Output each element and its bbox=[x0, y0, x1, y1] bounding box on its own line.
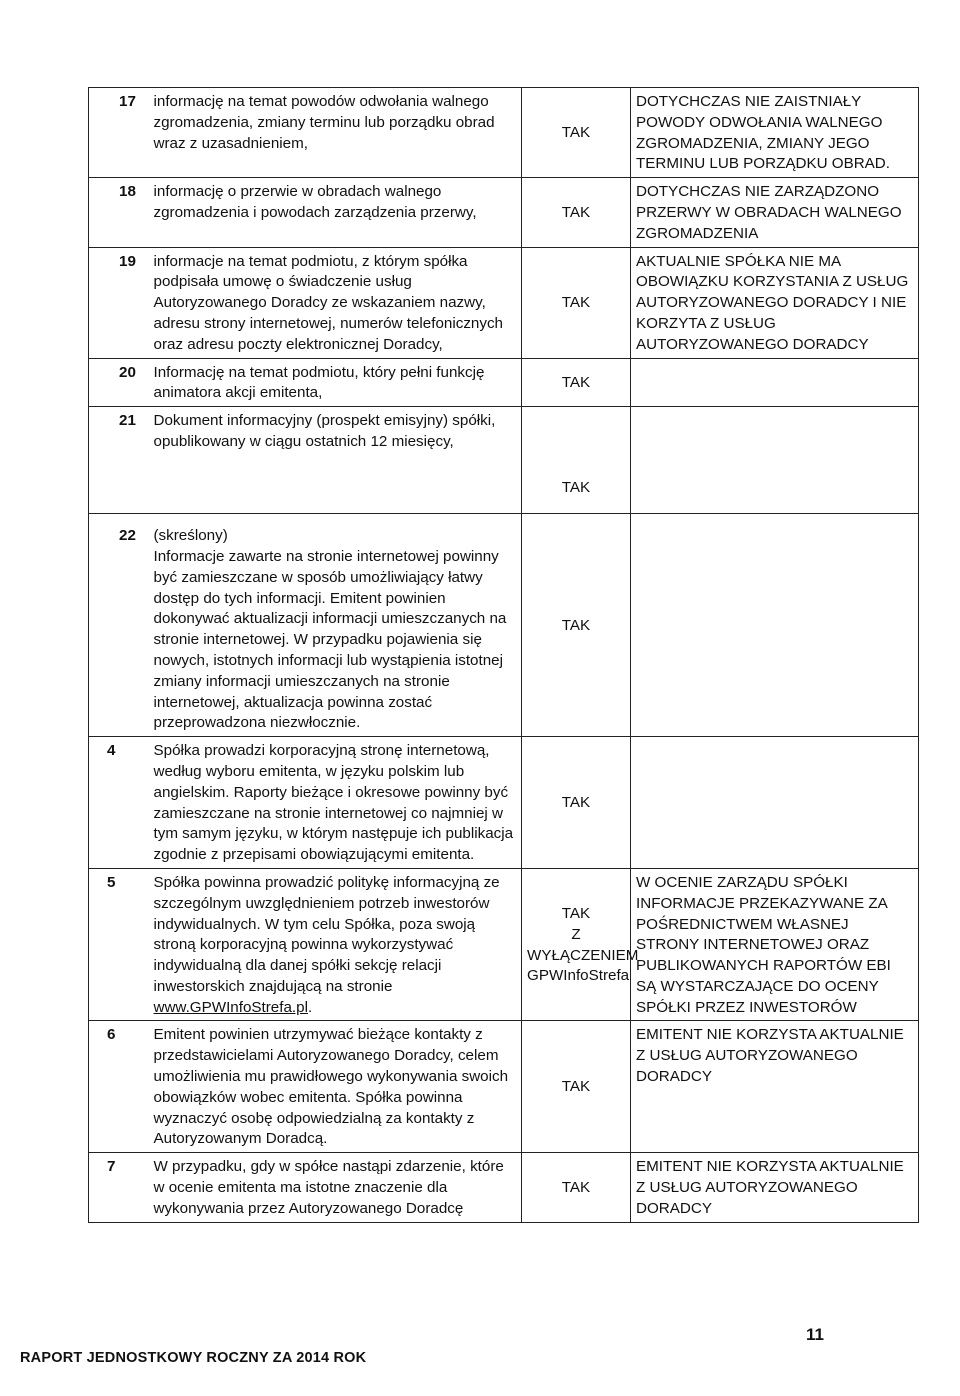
row-number: 6 bbox=[89, 1021, 149, 1153]
page-number: 11 bbox=[806, 1325, 824, 1344]
row-comment: EMITENT NIE KORZYSTA AKTUALNIE Z USŁUG AUTORYZOWANEGO DORADCY bbox=[631, 1021, 919, 1153]
row-text: Informacje zawarte na stronie internetowej powinny być zamieszczane w sposób umożliwiający łatwy dostęp do tych informacji. Emitent powinien dokonywać aktualizacji informacji umieszczanych na stronie internetowej. W przypadku pojawienia się nowych, istotnych informacji lub wystąpienia istotnej zmiany informacji umieszczanych na stronie internetowej, aktualizacja powinna zostać przeprowadzona niezwłocznie. bbox=[153, 547, 507, 732]
table-row bbox=[89, 407, 919, 514]
row-label: (skreślony) bbox=[153, 527, 228, 545]
status-line: TAK bbox=[561, 905, 591, 923]
row-description: Emitent powinien utrzymywać bieżące kontakty z przedstawicielami Autoryzowanego Doradcy, celem umożliwienia mu prawidłowego wykonywania swoich obowiązków wobec emitenta. Spółka powinna wyznaczyć osobę odpowiedzialną za kontakty z Autoryzowanym Doradcą. bbox=[149, 1021, 522, 1153]
row-description: informacje na temat podmiotu, z którym spółka podpisała umowę o świadczenie usług Autoryzowanego Doradcy ze wskazaniem nazwy, adresu strony internetowej, numerów telefonicznych oraz adresu poczty elektronicznej Doradcy, bbox=[149, 247, 522, 358]
row-comment bbox=[631, 514, 919, 737]
row-number: 19 bbox=[89, 247, 149, 358]
row-comment: DOTYCHCZAS NIE ZARZĄDZONO PRZERWY W OBRADACH WALNEGO ZGROMADZENIA bbox=[631, 178, 919, 247]
status-line: WYŁĄCZENIEM bbox=[527, 946, 639, 964]
gpwinfostrefa-link[interactable]: www.GPWInfoStrefa.pl bbox=[153, 998, 308, 1016]
row-status bbox=[522, 868, 639, 1021]
row-description bbox=[149, 514, 522, 737]
row-number: 20 bbox=[89, 358, 149, 407]
row-number: 17 bbox=[89, 88, 149, 178]
row-comment: AKTUALNIE SPÓŁKA NIE MA OBOWIĄZKU KORZYSTANIA Z USŁUG AUTORYZOWANEGO DORADCY I NIE KORZYTA Z USŁUG AUTORYZOWANEGO DORADCY bbox=[631, 247, 919, 358]
row-status: TAK bbox=[522, 358, 631, 407]
table-row bbox=[89, 358, 919, 407]
row-status: TAK bbox=[522, 1153, 631, 1222]
table-row bbox=[89, 1153, 919, 1222]
row-number: 18 bbox=[89, 178, 149, 247]
row-comment: EMITENT NIE KORZYSTA AKTUALNIE Z USŁUG AUTORYZOWANEGO DORADCY bbox=[631, 1153, 919, 1222]
row-number: 21 bbox=[89, 407, 149, 514]
table-row bbox=[89, 247, 919, 358]
row-comment: W OCENIE ZARZĄDU SPÓŁKI INFORMACJE PRZEKAZYWANE ZA POŚREDNICTWEM WŁASNEJ STRONY INTERNETOWEJ ORAZ PUBLIKOWANYCH RAPORTÓW EBI SĄ WYSTARCZAJĄCE DO OCENY SPÓŁKI PRZEZ INWESTORÓW bbox=[631, 868, 919, 1021]
report-title: RAPORT JEDNOSTKOWY ROCZNY ZA 2014 ROK bbox=[20, 1350, 367, 1366]
row-description: informację na temat powodów odwołania walnego zgromadzenia, zmiany terminu lub porządku obrad wraz z uzasadnieniem, bbox=[149, 88, 522, 178]
compliance-table bbox=[88, 87, 919, 1223]
row-status: TAK bbox=[522, 247, 631, 358]
row-status: TAK bbox=[522, 88, 631, 178]
row-description: Informację na temat podmiotu, który pełni funkcję animatora akcji emitenta, bbox=[149, 358, 522, 407]
status-line: GPWInfoStrefa bbox=[527, 967, 630, 985]
row-status: TAK bbox=[522, 514, 631, 737]
row-status: TAK bbox=[522, 178, 631, 247]
row-description: W przypadku, gdy w spółce nastąpi zdarzenie, które w ocenie emitenta ma istotne znaczenie dla wykonywania przez Autoryzowanego Doradcę bbox=[149, 1153, 522, 1222]
row-status: TAK bbox=[522, 407, 631, 514]
table-row bbox=[89, 514, 919, 737]
table-row bbox=[89, 868, 919, 1021]
row-description: Dokument informacyjny (prospekt emisyjny) spółki, opublikowany w ciągu ostatnich 12 miesięcy, bbox=[149, 407, 522, 514]
row-description: informację o przerwie w obradach walnego zgromadzenia i powodach zarządzenia przerwy, bbox=[149, 178, 522, 247]
row-number: 4 bbox=[89, 737, 149, 869]
table-row bbox=[89, 88, 919, 178]
row-comment: DOTYCHCZAS NIE ZAISTNIAŁY POWODY ODWOŁANIA WALNEGO ZGROMADZENIA, ZMIANY JEGO TERMINU LUB PORZĄDKU OBRAD. bbox=[631, 88, 919, 178]
row-number: 7 bbox=[89, 1153, 149, 1222]
link-suffix: . bbox=[307, 998, 313, 1016]
row-number: 22 bbox=[89, 514, 149, 737]
row-comment bbox=[631, 358, 919, 407]
row-description bbox=[149, 868, 522, 1021]
table-row bbox=[89, 178, 919, 247]
row-status: TAK bbox=[522, 1021, 631, 1153]
row-description: Spółka prowadzi korporacyjną stronę internetową, według wyboru emitenta, w języku polskim lub angielskim. Raporty bieżące i okresowe powinny być zamieszczane na stronie internetowej co najmniej w tym samym języku, w którym następuje ich publikacja zgodnie z przepisami obowiązującymi emitenta. bbox=[149, 737, 522, 869]
row-comment bbox=[631, 407, 919, 514]
row-status: TAK bbox=[522, 737, 631, 869]
status-line: Z bbox=[571, 925, 581, 943]
row-comment bbox=[631, 737, 919, 869]
row-number: 5 bbox=[89, 868, 149, 1021]
table-row bbox=[89, 1021, 919, 1153]
table-row bbox=[89, 737, 919, 869]
row-text: Spółka powinna prowadzić politykę informacyjną ze szczególnym uwzględnieniem potrzeb inwestorów indywidualnych. W tym celu Spółka, poza swoją stroną korporacyjną powinna wykorzystywać indywidualną dla danej spółki sekcję relacji inwestorskich znajdującą na stronie bbox=[153, 873, 500, 995]
